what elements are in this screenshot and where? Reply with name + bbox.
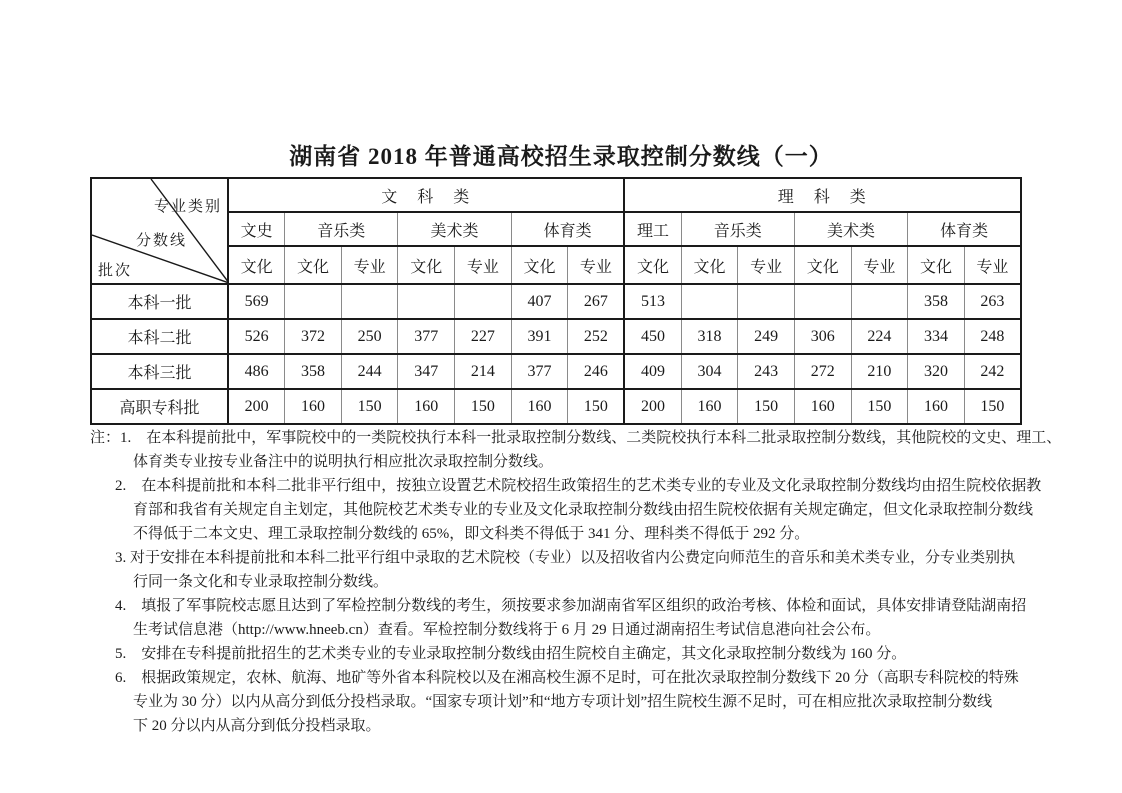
- score-cell: 526: [228, 319, 285, 354]
- score-cell: [851, 284, 908, 319]
- column-header: 文化: [624, 246, 681, 284]
- score-cell: 407: [511, 284, 568, 319]
- score-cell: [398, 284, 455, 319]
- score-cell: 248: [964, 319, 1021, 354]
- note-line: 2. 在本科提前批和本科二批非平行组中，按独立设置艺术院校招生政策招生的艺术类专业的专业及文化录取控制分数线均由招生院校依据教: [115, 478, 1042, 494]
- score-cell: [455, 284, 512, 319]
- score-cell: 210: [851, 354, 908, 389]
- column-header: 专业: [851, 246, 908, 284]
- score-cell: 160: [908, 389, 965, 424]
- table-row: [91, 284, 1021, 319]
- score-cell: 372: [285, 319, 342, 354]
- score-cell: 334: [908, 319, 965, 354]
- header-row-columns: [91, 246, 1021, 284]
- score-cell: 150: [568, 389, 625, 424]
- header-row-groups: [91, 178, 1021, 212]
- score-cell: 243: [738, 354, 795, 389]
- note-line: 体育类专业按专业备注中的说明执行相应批次录取控制分数线。: [133, 454, 554, 470]
- table-row: [91, 389, 1021, 424]
- score-cell: 244: [341, 354, 398, 389]
- score-cell: 249: [738, 319, 795, 354]
- note-line: 3. 对于安排在本科提前批和本科二批平行组中录取的艺术院校（专业）以及招收省内公费定向师范生的音乐和美术类专业，分专业类别执: [115, 550, 1016, 566]
- subgroup-header: 音乐类: [681, 212, 794, 246]
- score-cell: [738, 284, 795, 319]
- score-cell: 486: [228, 354, 285, 389]
- score-cell: 358: [908, 284, 965, 319]
- batch-label: 本科三批: [91, 354, 228, 389]
- corner-label-score-line: 分数线: [136, 233, 188, 249]
- score-cell: 160: [794, 389, 851, 424]
- note-line: 4. 填报了军事院校志愿且达到了军检控制分数线的考生，须按要求参加湖南省军区组织的政治考核、体检和面试，具体安排请登陆湖南招: [115, 598, 1027, 614]
- score-cell: 358: [285, 354, 342, 389]
- table-row: [91, 319, 1021, 354]
- score-cell: [285, 284, 342, 319]
- subgroup-header: 音乐类: [285, 212, 398, 246]
- score-cell: 160: [285, 389, 342, 424]
- score-cell: 391: [511, 319, 568, 354]
- score-cell: 409: [624, 354, 681, 389]
- score-cell: 224: [851, 319, 908, 354]
- subgroup-header: 文史: [228, 212, 285, 246]
- table-row: [91, 354, 1021, 389]
- score-cell: 150: [738, 389, 795, 424]
- score-cell: 214: [455, 354, 512, 389]
- score-cell: 347: [398, 354, 455, 389]
- note-line: 行同一条文化和专业录取控制分数线。: [133, 574, 389, 590]
- score-cell: 150: [964, 389, 1021, 424]
- score-cell: 272: [794, 354, 851, 389]
- column-header: 文化: [398, 246, 455, 284]
- score-cell: 450: [624, 319, 681, 354]
- score-cell: 246: [568, 354, 625, 389]
- note-line: 下 20 分以内从高分到低分投档录取。: [133, 718, 381, 734]
- column-header: 专业: [341, 246, 398, 284]
- batch-label: 本科一批: [91, 284, 228, 319]
- column-header: 专业: [964, 246, 1021, 284]
- subgroup-header: 美术类: [398, 212, 511, 246]
- score-cell: 150: [341, 389, 398, 424]
- note-line: 6. 根据政策规定，农林、航海、地矿等外省本科院校以及在湘高校生源不足时，可在批次录取控制分数线下 20 分（高职专科院校的特殊: [115, 670, 1019, 686]
- score-cell: [341, 284, 398, 319]
- score-cell: 150: [455, 389, 512, 424]
- score-cell: 160: [398, 389, 455, 424]
- score-cell: 306: [794, 319, 851, 354]
- column-header: 专业: [738, 246, 795, 284]
- score-cell: 200: [624, 389, 681, 424]
- score-cell: 227: [455, 319, 512, 354]
- group-header-science: 理 科 类: [624, 178, 1021, 212]
- score-cell: 569: [228, 284, 285, 319]
- diagonal-header-cell: [91, 178, 228, 284]
- column-header: 专业: [568, 246, 625, 284]
- column-header: 文化: [794, 246, 851, 284]
- column-header: 文化: [228, 246, 285, 284]
- score-cell: 320: [908, 354, 965, 389]
- score-cell: 263: [964, 284, 1021, 319]
- score-cell: 267: [568, 284, 625, 319]
- group-header-liberal-arts: 文 科 类: [228, 178, 624, 212]
- header-row-subgroups: [91, 212, 1021, 246]
- subgroup-header: 体育类: [511, 212, 624, 246]
- note-line: 育部和我省有关规定自主划定，其他院校艺术类专业的专业及文化录取控制分数线由招生院校依据有关规定确定，但文化录取控制分数线: [133, 502, 1034, 518]
- score-cell: [681, 284, 738, 319]
- score-cell: 513: [624, 284, 681, 319]
- note-line: 不得低于二本文史、理工录取控制分数线的 65%，即文科类不得低于 341 分、理科类不得低于 292 分。: [133, 526, 810, 542]
- batch-label: 本科二批: [91, 319, 228, 354]
- score-cell: 377: [511, 354, 568, 389]
- subgroup-header: 美术类: [794, 212, 907, 246]
- score-cell: [794, 284, 851, 319]
- score-cell: 377: [398, 319, 455, 354]
- score-cell: 160: [511, 389, 568, 424]
- notes-section: [90, 426, 1100, 738]
- corner-label-batch: 批次: [98, 263, 133, 279]
- score-cell: 318: [681, 319, 738, 354]
- page-title: 湖南省 2018 年普通高校招生录取控制分数线（一）: [289, 144, 833, 169]
- batch-label: 高职专科批: [91, 389, 228, 424]
- score-cell: 250: [341, 319, 398, 354]
- column-header: 文化: [285, 246, 342, 284]
- score-cell: 252: [568, 319, 625, 354]
- score-cell: 200: [228, 389, 285, 424]
- corner-label-professional-category: 专业类别: [153, 199, 222, 215]
- note-line: 注：1. 在本科提前批中，军事院校中的一类院校执行本科一批录取控制分数线、二类院校执行本科二批录取控制分数线，其他院校的文史、理工、: [90, 430, 1062, 446]
- score-cell: 160: [681, 389, 738, 424]
- note-line: 5. 安排在专科提前批招生的艺术类专业的专业录取控制分数线由招生院校自主确定，其文化录取控制分数线为 160 分。: [115, 646, 907, 662]
- column-header: 专业: [455, 246, 512, 284]
- note-line: 专业为 30 分）以内从高分到低分投档录取。“国家专项计划”和“地方专项计划”招生院校生源不足时，可在相应批次录取控制分数线: [133, 694, 993, 710]
- column-header: 文化: [681, 246, 738, 284]
- note-line: 生考试信息港（http://www.hneeb.cn）查看。军检控制分数线将于 6 月 29 日通过湖南招生考试信息港向社会公布。: [133, 622, 881, 638]
- subgroup-header: 体育类: [908, 212, 1021, 246]
- column-header: 文化: [511, 246, 568, 284]
- score-cell: 150: [851, 389, 908, 424]
- subgroup-header: 理工: [624, 212, 681, 246]
- score-cell: 304: [681, 354, 738, 389]
- score-table: [90, 177, 1022, 425]
- column-header: 文化: [908, 246, 965, 284]
- score-cell: 242: [964, 354, 1021, 389]
